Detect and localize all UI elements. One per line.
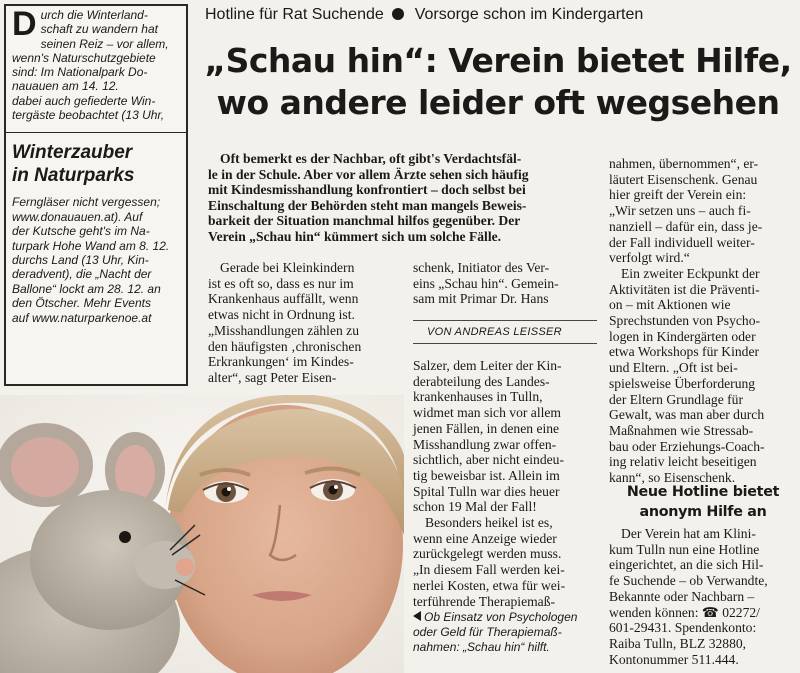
text-line: hier greift der Verein ein:: [609, 187, 747, 203]
article-photo: [0, 395, 404, 673]
subheading: [609, 482, 797, 522]
text-line: Verein „Schau hin“ kümmert sich um solche Fälle.: [208, 228, 502, 244]
dropcap: D: [12, 5, 37, 43]
text-line: läutert Eisenschenk. Genau: [609, 171, 758, 187]
text-line: kann“, so Eisenschenk.: [609, 470, 736, 486]
text-line: Besonders heikel ist es,: [425, 515, 553, 531]
text-line: Salzer, dem Leiter der Kin-: [413, 358, 562, 373]
text-line: Ein zweiter Eckpunkt der: [621, 265, 760, 281]
text-line: wenden können: ☎ 02272/: [609, 604, 760, 620]
text-line: Bekannte oder Nachbarn –: [609, 588, 755, 604]
headline: [200, 40, 796, 124]
article-column-3: [609, 156, 797, 486]
text-line: den häufigsten ‚chronischen: [208, 338, 362, 354]
divider: [6, 132, 186, 133]
text-line: etwa Workshops für Kinder: [609, 344, 760, 360]
text-line: ing relativ leicht beseitigen: [609, 454, 757, 470]
lead-paragraph: [208, 151, 596, 245]
text-line: tergäste beobachtet (13 Uhr,: [12, 108, 165, 123]
text-line: sichtlich, aber nicht eindeu-: [413, 452, 564, 468]
caption-line: oder Geld für Therapiemaß-: [413, 625, 562, 639]
article-column-2: [413, 358, 597, 609]
headline-line: wo andere leider oft wegsehen: [216, 83, 780, 122]
sidebar-intro-text: [12, 5, 180, 123]
text-line: dabei auch gefiederte Win-: [12, 93, 156, 108]
text-line: logen in Kindergärten oder: [609, 328, 756, 344]
text-line: Misshandlung zwar offen-: [413, 436, 557, 452]
bullet-icon: [392, 8, 404, 20]
text-line: Einschaltung der Behörden steht man mangels Beweis-: [208, 197, 527, 213]
text-line: nerlei Kosten, etwa für wei-: [413, 577, 566, 593]
text-line: Krankenhaus auffällt, wenn: [208, 291, 359, 307]
text-line: der Kutsche geht's im Na-: [12, 224, 150, 239]
kicker-line: [205, 4, 643, 26]
text-line: zurückgelegt werden muss.: [413, 546, 562, 562]
caption-line: nahmen: „Schau hin“ hilft.: [413, 640, 550, 654]
text-line: Gewalt, was man aber durch: [609, 407, 765, 423]
text-line: alter“, sagt Peter Eisen-: [208, 369, 337, 385]
text-line: widmet man sich vor allem: [413, 405, 561, 421]
sidebar-heading: [12, 141, 180, 187]
text-line: fe Suchende – ob Verwandte,: [609, 573, 768, 589]
text-line: Spital Tulln war dies heuer: [413, 483, 560, 499]
text-line: eingerichtet, an die sich Hil-: [609, 557, 764, 573]
article-column-2-top: [413, 260, 597, 307]
text-line: Oft bemerkt es der Nachbar, oft gibt's Verdachtsfäl-: [220, 151, 522, 166]
text-line: verfolgt wird.“: [609, 250, 690, 266]
text-line: etwas nicht in Ordnung ist.: [208, 307, 355, 323]
text-line: Kontonummer 511.444.: [609, 651, 739, 667]
text-line: Gerade bei Kleinkindern: [220, 260, 355, 275]
text-line: derabteilung des Landes-: [413, 373, 550, 389]
text-line: und Eltern. „Oft ist bei-: [609, 360, 738, 376]
text-line: Ferngläser nicht vergessen;: [12, 195, 161, 210]
text-line: spielsweise Überforderung: [609, 375, 756, 391]
text-line: „In diesem Fall werden kei-: [413, 562, 565, 578]
sidebar-info-box: [4, 4, 188, 386]
text-line: turpark Hohe Wand am 8. 12.: [12, 238, 170, 253]
photo-illustration: [0, 395, 404, 673]
text-line: Raiba Tulln, BLZ 32880,: [609, 635, 747, 651]
text-line: wenn eine Anzeige wieder: [413, 530, 557, 546]
subheading-line: anonym Hilfe an: [639, 504, 767, 520]
text-line: wenn's Naturschutzgebiete: [12, 50, 156, 65]
text-line: eins „Schau hin“. Gemein-: [413, 275, 559, 291]
text-line: nauauen am 14. 12.: [12, 79, 119, 94]
text-line: auf www.naturparkenoe.at: [12, 310, 152, 325]
text-line: sam mit Primar Dr. Hans: [413, 291, 549, 307]
text-line: durchs Land (13 Uhr, Kin-: [12, 253, 149, 267]
text-line: nanziell – dafür ein, dass je-: [609, 218, 763, 234]
photo-caption: [413, 610, 597, 655]
text-line: barkeit der Situation manchmal hilfos gegenüber. Der: [208, 213, 521, 229]
text-line: mit Kindesmisshandlung konfrontiert – doch selbst bei: [208, 182, 526, 198]
text-line: on – mit Aktionen wie: [609, 297, 731, 313]
text-line: der Fall individuell weiter-: [609, 234, 755, 250]
text-line: der Eltern Grundlage für: [609, 391, 743, 407]
article-column-3-bottom: [609, 526, 797, 667]
text-line: Der Verein hat am Klini-: [621, 526, 756, 541]
text-line: ist es oft so, dass es nur im: [208, 275, 354, 291]
text-line: schenk, Initiator des Ver-: [413, 260, 550, 275]
text-line: seinen Reiz – vor allem,: [40, 36, 169, 51]
text-line: tig beweisbar ist. Allein im: [413, 467, 560, 483]
text-line: Erkrankungen‘ im Kindes-: [208, 354, 354, 370]
text-line: nahmen, übernommen“, er-: [609, 156, 759, 171]
text-line: schon 19 Mal der Fall!: [413, 499, 537, 515]
text-line: bau oder Erziehungs-Coach-: [609, 438, 765, 454]
kicker-left: Hotline für Rat Suchende: [205, 6, 384, 23]
text-line: schaft zu wandern hat: [40, 22, 158, 37]
byline: VON ANDREAS LEISSER: [413, 320, 597, 344]
heading-line: Winterzauber: [12, 142, 133, 164]
subheading-line: Neue Hotline bietet: [626, 484, 780, 500]
text-line: jenen Fällen, in denen eine: [413, 420, 560, 436]
caption-line: Ob Einsatz von Psychologen: [424, 610, 578, 624]
text-line: 601-29431. Spendenkonto:: [609, 620, 757, 636]
kicker-right: Vorsorge schon im Kindergarten: [414, 6, 644, 23]
text-line: Maßnahmen wie Stressab-: [609, 422, 754, 438]
arrow-left-icon: [413, 611, 421, 621]
text-line: deradvent), die „Nacht der: [12, 267, 152, 282]
text-line: Aktivitäten ist die Präventi-: [609, 281, 760, 297]
sidebar-tips-text: [12, 195, 180, 325]
text-line: Ballone“ lockt am 28. 12. an: [12, 281, 161, 296]
text-line: urch die Winterland-: [40, 8, 148, 22]
headline-line: „Schau hin“: Verein bietet Hilfe,: [204, 41, 792, 80]
article-column-1: [208, 260, 403, 386]
text-line: Sprechstunden von Psycho-: [609, 313, 761, 329]
text-line: kum Tulln nun eine Hotline: [609, 541, 760, 557]
text-line: www.donauauen.at). Auf: [12, 209, 143, 224]
text-line: sind: Im Nationalpark Do-: [12, 65, 148, 80]
text-line: „Wir setzen uns – auch fi-: [609, 203, 751, 219]
text-line: „Misshandlungen zählen zu: [208, 322, 359, 338]
text-line: den Ötscher. Mehr Events: [12, 296, 151, 311]
text-line: krankenhauses in Tulln,: [413, 389, 543, 405]
text-line: terführende Therapiemaß-: [413, 593, 556, 609]
heading-line: in Naturparks: [12, 165, 135, 187]
text-line: le in der Schule. Aber vor allem Ärzte sehen sich häufig: [208, 166, 529, 182]
